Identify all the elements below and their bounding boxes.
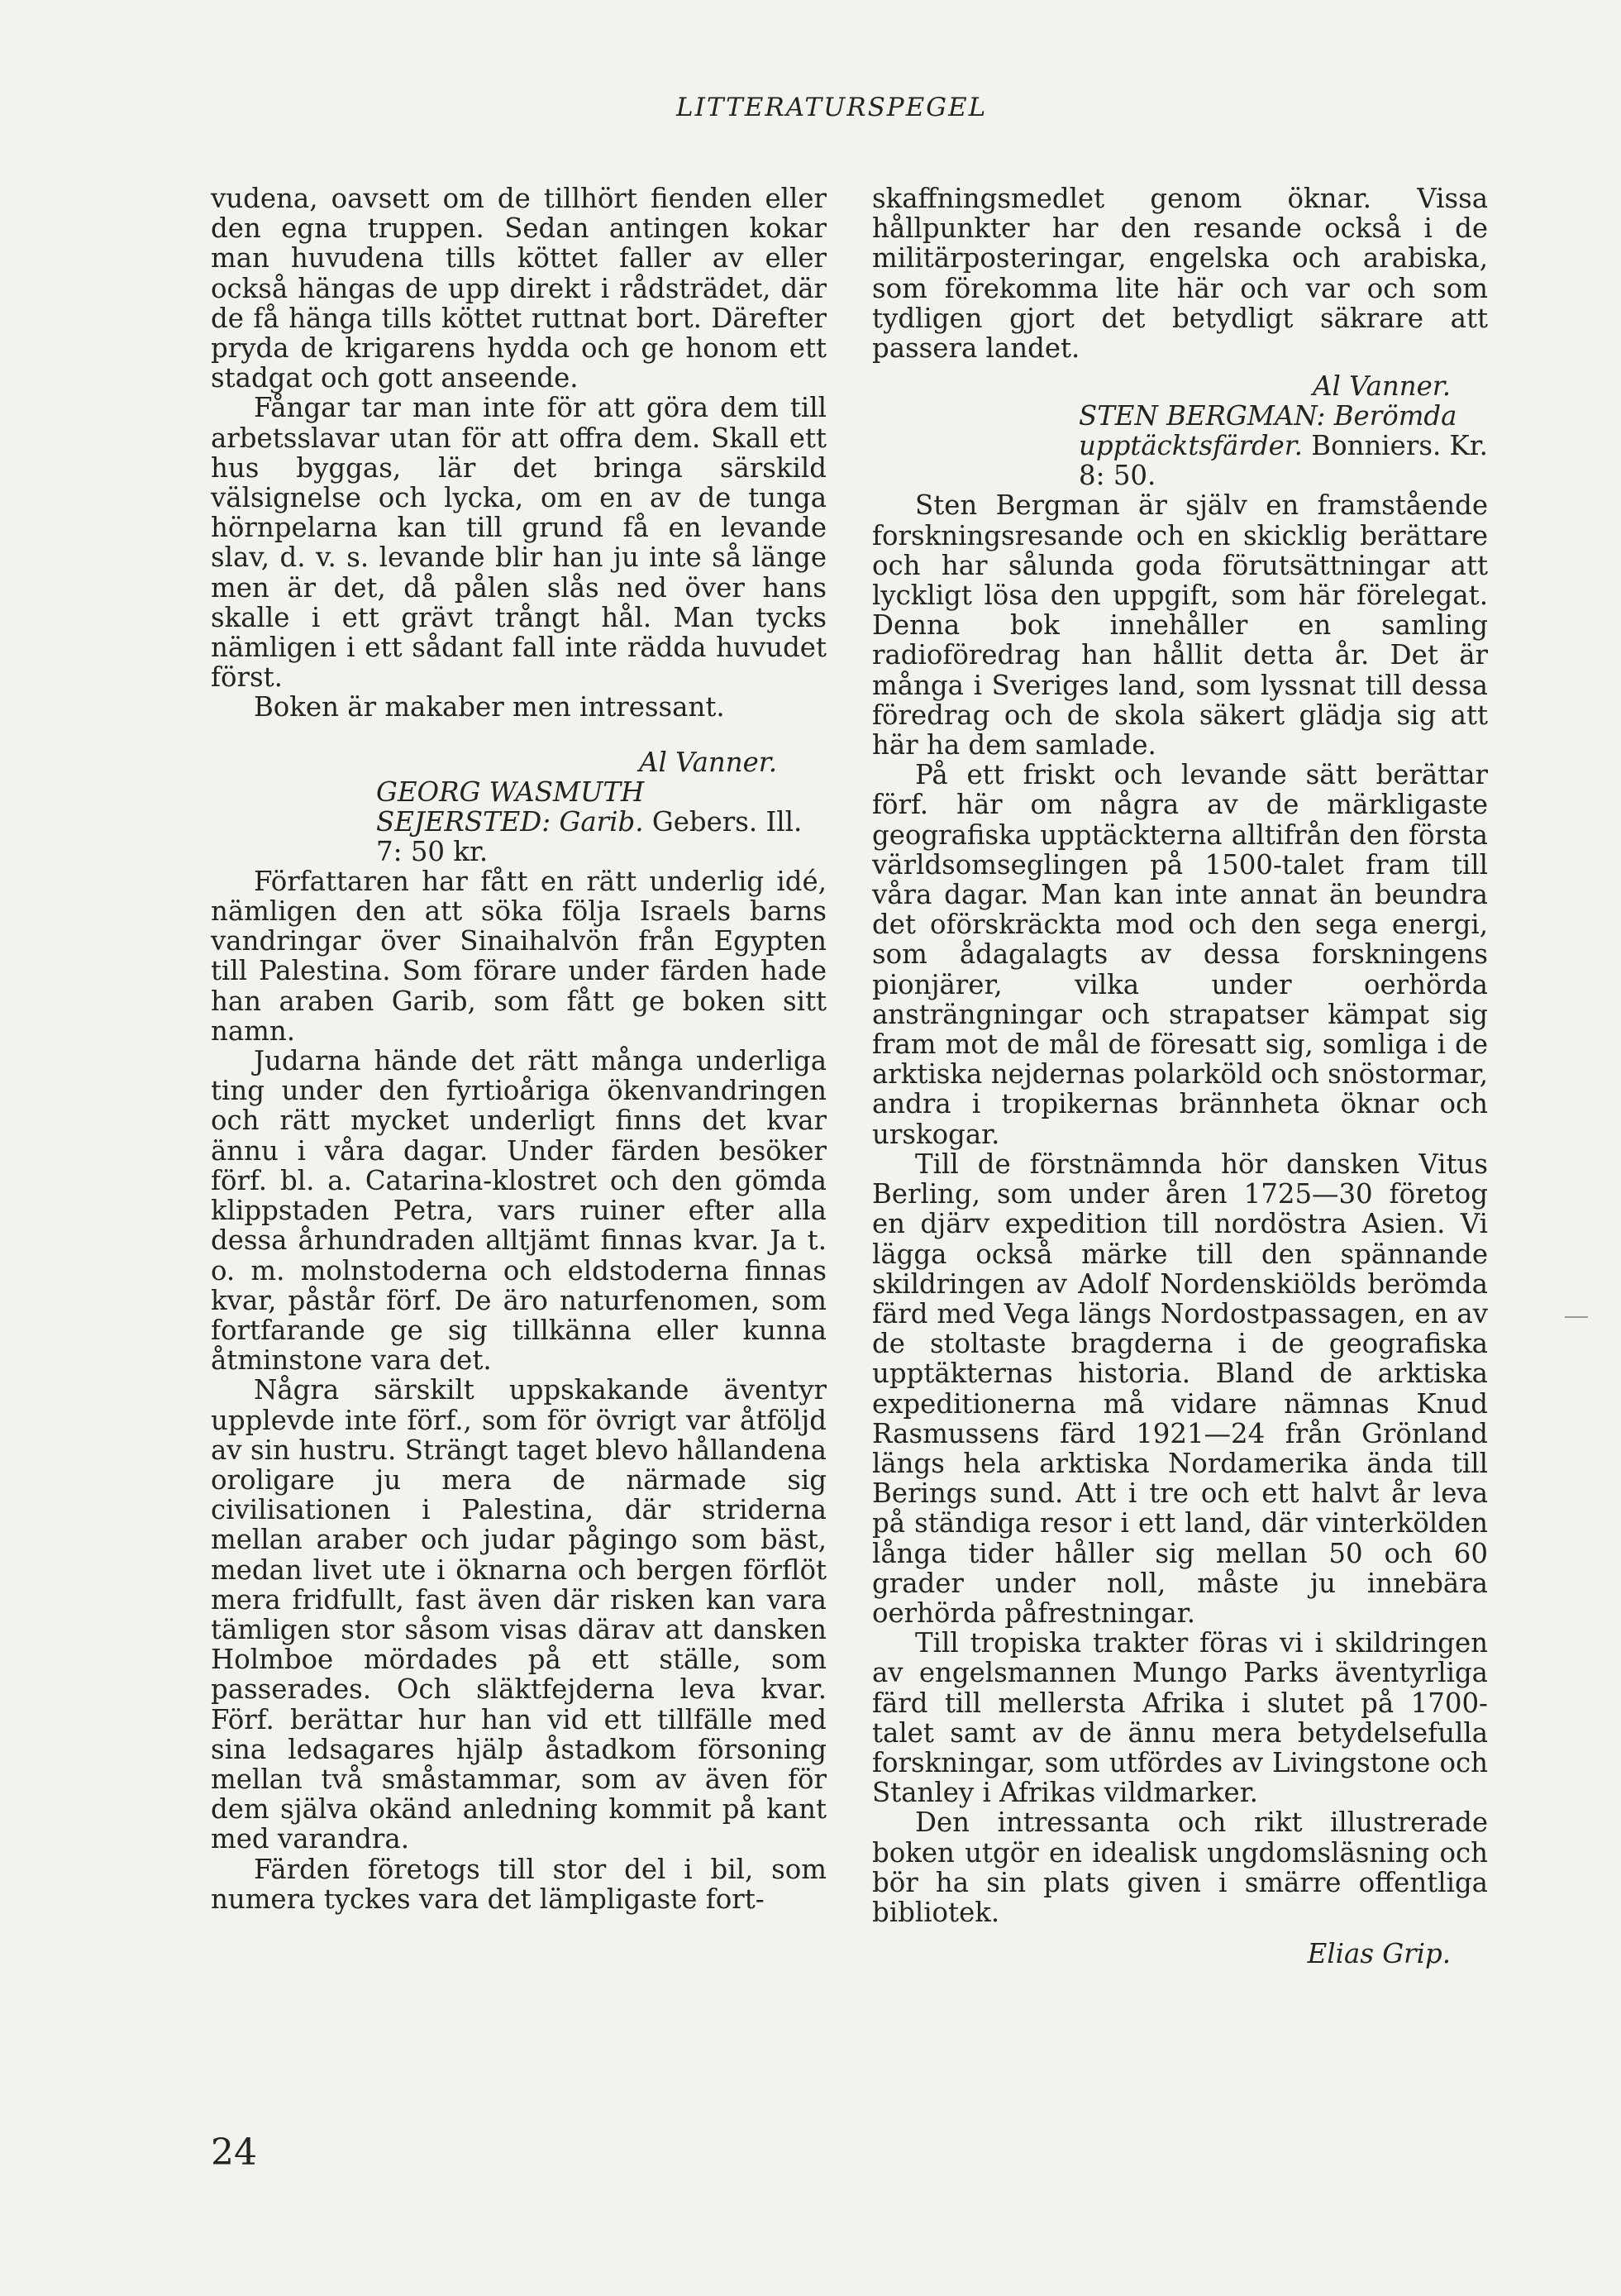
- reviewer-signature: Al Vanner.: [639, 746, 777, 778]
- review-title: Berömda upptäcktsfärder.: [1079, 400, 1457, 462]
- running-header: LITTERATURSPEGEL: [676, 93, 988, 122]
- paragraph: Till tropiska trakter föras vi i skildringen av engelsmannen Mungo Parks äventyrliga färd till mellersta Afrika i slutet på 1700-talet samt av de ännu mera betydelsefulla forskningar, som utfördes av Livingstone och Stanley i Afrikas vildmarker.: [872, 1627, 1488, 1809]
- paragraph: Författaren har fått en rätt underlig idé, nämligen den att söka följa Israels barns vandringar över Sinaihalvön från Egypten till Palestina. Som förare under färden hade han araben Garib, som fått ge boken sitt namn.: [211, 865, 827, 1047]
- review-heading: [872, 401, 1488, 490]
- right-column: [872, 184, 1488, 1969]
- left-column: [211, 184, 827, 1914]
- review-publisher: Gebers. Ill. 7: 50 kr.: [376, 805, 803, 867]
- paragraph: Några särskilt uppskakande äventyr upplevde inte förf., som för övrigt var åtföljd av sin hustru. Strängt taget blevo hållandena oroligare ju mera de närmade sig civilisationen i Palestina, där striderna mellan araber och judar pågingo som bäst, medan livet ute i öknarna och bergen förflöt mera fridfullt, fast även där risken kan vara tämligen stor såsom visas därav att dansken Holmboe mördades på ett ställe, som passerades. Och släktfejderna leva kvar. Förf. berättar hur han vid ett tillfälle med sina ledsagares hjälp åstadkom försoning mellan två småstammar, som av även för dem själva okänd anledning kommit på kant med varandra.: [211, 1374, 827, 1855]
- paragraph: Till de förstnämnda hör dansken Vitus Berling, som under åren 1725—30 företog en djärv expedition till nordöstra Asien. Vi lägga också märke till den spännande skildringen av Adolf Nordenskiölds berömda färd med Vega längs Nordostpassagen, en av de stoltaste bragderna i de geografiska upptäkternas historia. Bland de arktiska expeditionerna må vidare nämnas Knud Rasmussens färd 1921—24 från Grönland längs hela arktiska Nordamerika ända till Berings sund. Att i tre och ett halvt år leva på ständiga resor i ett land, där vinterkölden långa tider håller sig mellan 50 och 60 grader under noll, måste ju innebära oerhörda påfrestningar.: [872, 1148, 1488, 1629]
- review-publisher: Bonniers. Kr. 8: 50.: [1079, 430, 1488, 492]
- reviewer-signature: Elias Grip.: [1307, 1938, 1451, 1970]
- paragraph: Boken är makaber men intressant.: [254, 691, 725, 723]
- paragraph: Sten Bergman är själv en framstående forskningsresande och en skicklig berättare och har sålunda goda förutsättningar att lyckligt lösa den uppgift, som här förelegat. Denna bok innehåller en samling radioföredrag han hållit detta år. Det är många i Sveriges land, som lyssnat till dessa föredrag och de skola säkert glädja sig att här ha dem samlade.: [872, 489, 1488, 761]
- review-author: STEN BERGMAN:: [1079, 400, 1326, 432]
- review-title: GEORG WASMUTH SEJERSTED: Garib.: [376, 776, 645, 838]
- page-number: 24: [211, 2131, 257, 2174]
- review-heading: [211, 777, 827, 866]
- margin-mark: [1565, 1316, 1588, 1318]
- reviewer-signature: Al Vanner.: [1313, 370, 1451, 403]
- paragraph: Judarna hände det rätt många underliga ting under den fyrtioåriga ökenvandringen och rätt mycket underligt finns det kvar ännu i våra dagar. Under färden besöker förf. bl. a. Catarina-klostret och den gömda klippstaden Petra, vars ruiner efter alla dessa århundraden alltjämt finnas kvar. Ja t. o. m. molnstoderna och eldstoderna finnas kvar, påstår förf. De äro naturfenomen, som fortfarande ge sig tillkänna eller kunna åtminstone vara det.: [211, 1045, 827, 1377]
- paragraph: skaffningsmedlet genom öknar. Vissa hållpunkter har den resande också i de militärposteringar, engelska och arabiska, som förekomma lite här och var och som tydligen gjort det betydligt säkrare att passera landet.: [872, 183, 1488, 365]
- paragraph: Fångar tar man inte för att göra dem till arbetsslavar utan för att offra dem. Skall ett hus byggas, lär det bringa särskild välsignelse och lycka, om en av de tunga hörnpelarna kan till grund få en levande slav, d. v. s. levande blir han ju inte så länge men är det, då pålen slås ned över hans skalle i ett grävt trångt hål. Man tycks nämligen i ett sådant fall inte rädda huvudet först.: [211, 392, 827, 694]
- paragraph: På ett friskt och levande sätt berättar förf. här om några av de märkligaste geografiska upptäckterna alltifrån den första världsomseglingen på 1500-talet fram till våra dagar. Man kan inte annat än beundra det oförskräckta mod och den sega energi, som ådagalagts av dessa forskningens pionjärer, vilka under oerhörda ansträngningar och strapatser kämpat sig fram mot de mål de föresatt sig, somliga i de arktiska nejdernas polarköld och snöstormar, andra i tropikernas brännheta öknar och urskogar.: [872, 759, 1488, 1150]
- paragraph: Färden företogs till stor del i bil, som numera tyckes vara det lämpligaste fort-: [211, 1853, 827, 1915]
- paragraph: Den intressanta och rikt illustrerade boken utgör en idealisk ungdomsläsning och bör ha sin plats given i smärre offentliga bibliotek.: [872, 1807, 1488, 1928]
- paragraph: vudena, oavsett om de tillhört fienden eller den egna truppen. Sedan antingen kokar man huvudena tills köttet faller av eller också hängas de upp direkt i rådsträdet, där de få hänga tills köttet ruttnat bort. Därefter pryda de krigarens hydda och ge honom ett stadgat och gott anseende.: [211, 183, 827, 394]
